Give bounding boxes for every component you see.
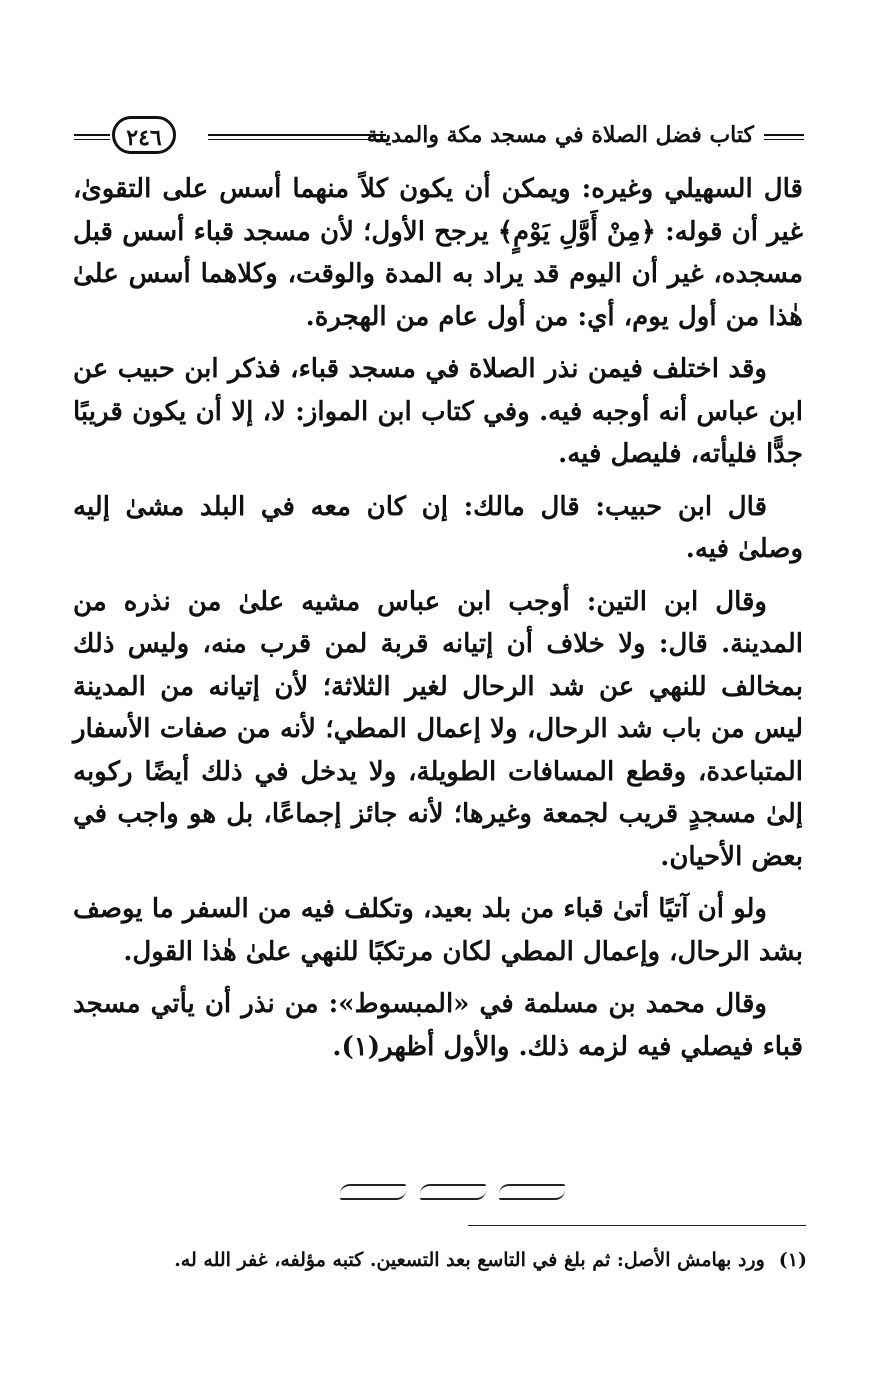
paragraph-ibn-maslama: وقال محمد بن مسلمة في «المبسوط»: من نذر أن يأتي مسجد قباء فيصلي فيه لزمه ذلك. والأول أظهر(١). bbox=[73, 989, 803, 1062]
footnote bbox=[67, 1240, 807, 1280]
footnote-separator bbox=[468, 1225, 806, 1226]
running-title: كتاب فضل الصلاة في مسجد مكة والمدينة bbox=[366, 122, 754, 148]
paragraph-suhaili: قال السهيلي وغيره: ويمكن أن يكون كلاً منهما أسس على التقوىٰ، غير أن قوله: ﴿مِنْ أَوَّلِ يَوْمٍ﴾ يرجح الأول؛ لأن مسجد قباء أسس قبل مسجده، غير أن اليوم قد يراد به المدة والوقت، وكلاهما أسس علىٰ هٰذا من أول يوم، أي: من أول عام من الهجرة. bbox=[73, 174, 803, 332]
paragraph-ibn-habib: قال ابن حبيب: قال مالك: إن كان معه في البلد مشىٰ إليه وصلىٰ فيه. bbox=[73, 491, 803, 564]
header-rule-right bbox=[764, 134, 804, 140]
ornament-flourish bbox=[420, 1184, 486, 1200]
paragraph-distant-traveler: ولو أن آتيًا أتىٰ قباء من بلد بعيد، وتكلف فيه من السفر ما يوصف بشد الرحال، وإعمال المطي لكان مرتكبًا للنهي علىٰ هٰذا القول. bbox=[73, 894, 803, 967]
ornament-flourish bbox=[499, 1184, 565, 1200]
paragraph-ibn-al-tin: وقال ابن التين: أوجب ابن عباس مشيه علىٰ من نذره من المدينة. قال: ولا خلاف أن إتيانه قربة لمن قرب منه، وليس ذلك بمخالف للنهي عن شد الرحال لغير الثلاثة؛ لأن إتيانه من المدينة ليس من باب شد الرحال، ولا إعمال المطي؛ لأنه من صفات الأسفار المتباعدة، وقطع المسافات الطويلة، ولا يدخل في ذلك أيضًا ركوبه إلىٰ مسجدٍ قريب لجمعة وغيرها؛ لأنه جائز إجماعًا، بل هو واجب في بعض الأحيان. bbox=[73, 586, 803, 872]
header-rule-left bbox=[74, 134, 110, 140]
ornament-flourish bbox=[340, 1184, 406, 1200]
footnote-marker: (١) bbox=[778, 1249, 807, 1271]
header-rule-middle bbox=[208, 134, 386, 140]
section-ornament bbox=[340, 1180, 565, 1204]
main-text bbox=[73, 168, 803, 1076]
page-number: ٢٤٦ bbox=[112, 116, 176, 154]
footnote-text: ورد بهامش الأصل: ثم بلغ في التاسع بعد التسعين. كتبه مؤلفه، غفر الله له. bbox=[174, 1249, 765, 1271]
running-header bbox=[74, 112, 804, 162]
paragraph-vow-quba: وقد اختلف فيمن نذر الصلاة في مسجد قباء، فذكر ابن حبيب عن ابن عباس أنه أوجبه فيه. وفي كتاب ابن المواز: لا، إلا أن يكون قريبًا جدًّا فليأته، فليصل فيه. bbox=[73, 354, 803, 469]
